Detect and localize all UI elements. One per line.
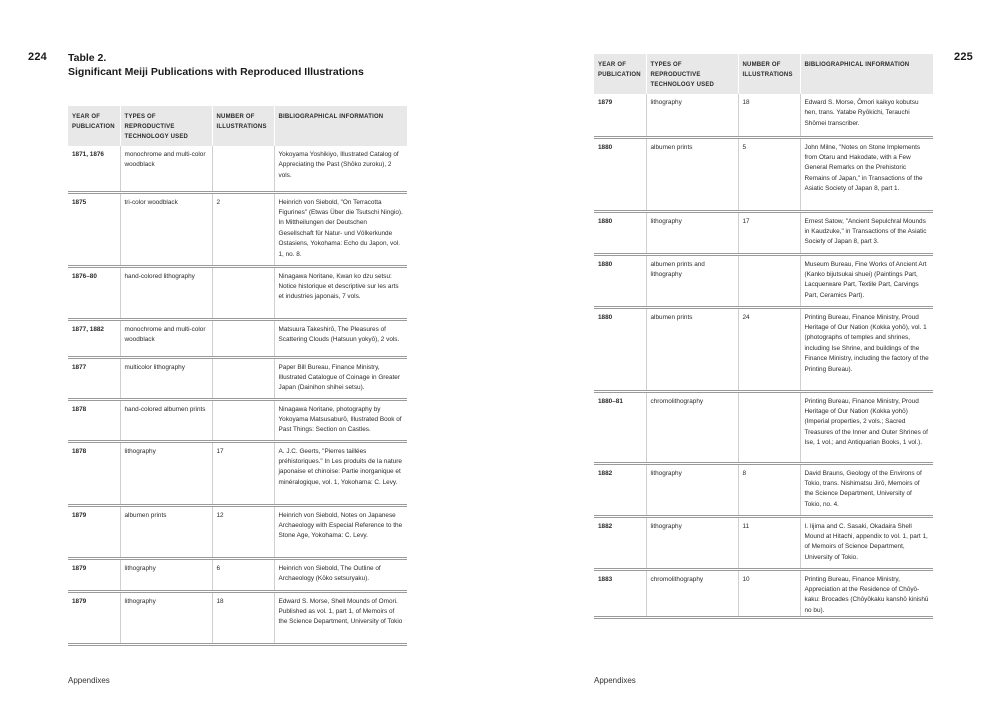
cell-year: 1882 bbox=[594, 463, 646, 516]
cell-technology: lithography bbox=[646, 94, 738, 137]
cell-year: 1882 bbox=[594, 516, 646, 569]
table-row bbox=[68, 558, 407, 591]
cell-technology: lithography bbox=[120, 591, 212, 644]
table-row bbox=[68, 591, 407, 644]
table-row bbox=[68, 146, 407, 192]
cell-bibliography: Heinrich von Siebold, "On Terracotta Figurines" (Etwas Über die Tsutschi Ningio). In Mittheilungen der Deutschen Gesellschaft für Natur- und Völkerkunde Ostasiens, Yokohama: Echo du Japon, vol. 1, no. 8. bbox=[278, 198, 403, 258]
cell-illustrations: 8 bbox=[738, 463, 800, 516]
table-row bbox=[594, 569, 933, 618]
table-row bbox=[594, 94, 933, 137]
cell-bibliography: Ernest Satow, "Ancient Sepulchral Mounds in Kaudzuke," in Transactions of the Asiatic Society of Japan 8, part 3. bbox=[804, 217, 927, 246]
cell-technology: lithography bbox=[120, 558, 212, 591]
cell-year: 1880 bbox=[594, 254, 646, 307]
header-illustrations: NUMBER OF ILLUSTRATIONS bbox=[738, 54, 800, 94]
cell-technology: albumen prints and lithography bbox=[646, 254, 738, 307]
table-row bbox=[68, 505, 407, 558]
header-bibliography: BIBLIOGRAPHICAL INFORMATION bbox=[800, 54, 933, 94]
cell-technology: lithography bbox=[646, 211, 738, 254]
table-row bbox=[68, 266, 407, 319]
header-illustrations: NUMBER OF ILLUSTRATIONS bbox=[212, 106, 274, 146]
cell-bibliography: Ninagawa Noritane, Kwan ko dzu setsu: Notice historique et descriptive sur les arts et industries japonais, 7 vols. bbox=[278, 272, 399, 301]
cell-bibliography: Heinrich von Siebold, Notes on Japanese Archaeology with Especial Reference to the Stone Age, Yokohama: C. Levy. bbox=[278, 511, 403, 540]
cell-bibliography: Edward S. Morse, Ōmori kaikyo kobutsu hen, trans. Yatabe Ryōkichi, Terauchi Shōmei transcriber. bbox=[804, 99, 919, 127]
cell-illustrations: 18 bbox=[212, 591, 274, 644]
footer-right: Appendixes bbox=[594, 676, 636, 685]
cell-illustrations: 24 bbox=[738, 307, 800, 391]
cell-illustrations bbox=[738, 254, 800, 307]
cell-technology: albumen prints bbox=[646, 137, 738, 211]
cell-technology: albumen prints bbox=[120, 505, 212, 558]
table-row bbox=[68, 192, 407, 266]
table-header-right bbox=[594, 54, 933, 94]
cell-year: 1880–81 bbox=[594, 391, 646, 463]
cell-technology: lithography bbox=[120, 441, 212, 505]
cell-technology: chromolithography bbox=[646, 391, 738, 463]
table-header-left bbox=[68, 106, 407, 146]
cell-illustrations: 2 bbox=[212, 192, 274, 266]
cell-bibliography: John Milne, "Notes on Stone Implements from Otaru and Hakodate, with a Few General Remarks on the Prehistoric Remains of Japan," in Transactions of the Asiatic Society of Japan 8, part 1. bbox=[804, 143, 923, 193]
table-heading bbox=[68, 51, 364, 79]
table-body-left bbox=[68, 146, 407, 644]
cell-bibliography: Printing Bureau, Finance Ministry, Appreciation at the Residence of Chōyō-kaku: Brocades (Chōyōkaku kanshō kinishū no bu). bbox=[804, 575, 929, 614]
right-page bbox=[500, 0, 1000, 714]
cell-illustrations bbox=[212, 266, 274, 319]
table-row bbox=[594, 463, 933, 516]
cell-illustrations: 18 bbox=[738, 94, 800, 137]
cell-illustrations bbox=[212, 146, 274, 192]
publications-table-right bbox=[594, 54, 933, 619]
cell-technology: lithography bbox=[646, 516, 738, 569]
table-title: Significant Meiji Publications with Reproduced Illustrations bbox=[68, 66, 364, 78]
cell-illustrations bbox=[212, 319, 274, 357]
header-technology: TYPES OF REPRODUCTIVE TECHNOLOGY USED bbox=[646, 54, 738, 94]
table-row bbox=[594, 211, 933, 254]
cell-technology: monochrome and multi-color woodblack bbox=[120, 146, 212, 192]
cell-technology: albumen prints bbox=[646, 307, 738, 391]
cell-year: 1880 bbox=[594, 307, 646, 391]
cell-bibliography: I. Iijima and C. Sasaki, Okadaira Shell Mound at Hitachi, appendix to vol. 1, part 1, of Memoirs of Science Department, University of Tokio. bbox=[804, 522, 928, 561]
cell-year: 1880 bbox=[594, 137, 646, 211]
cell-illustrations: 5 bbox=[738, 137, 800, 211]
table-row bbox=[594, 307, 933, 391]
table-row bbox=[68, 399, 407, 441]
header-year: YEAR OF PUBLICATION bbox=[594, 54, 646, 94]
cell-illustrations bbox=[212, 357, 274, 399]
table-row bbox=[594, 254, 933, 307]
cell-bibliography: Edward S. Morse, Shell Mounds of Omori. Published as vol. 1, part 1, of Memoirs of the Science Department, University of Tokio bbox=[278, 597, 403, 626]
cell-year: 1879 bbox=[68, 558, 120, 591]
header-bibliography: BIBLIOGRAPHICAL INFORMATION bbox=[274, 106, 407, 146]
cell-illustrations: 6 bbox=[212, 558, 274, 591]
publications-table-left bbox=[68, 106, 407, 646]
cell-bibliography: Paper Bill Bureau, Finance Ministry, Illustrated Catalogue of Coinage in Greater Japan (Dainihon shihei setsu). bbox=[278, 363, 400, 392]
cell-year: 1879 bbox=[594, 94, 646, 137]
cell-year: 1880 bbox=[594, 211, 646, 254]
cell-year: 1878 bbox=[68, 399, 120, 441]
cell-technology: hand-colored lithography bbox=[120, 266, 212, 319]
cell-bibliography: Ninagawa Noritane, photography by Yokoyama Matsusaburō, Illustrated Book of Past Things: Section on Castles. bbox=[278, 405, 402, 434]
cell-year: 1871, 1876 bbox=[68, 146, 120, 192]
header-year: YEAR OF PUBLICATION bbox=[68, 106, 120, 146]
cell-year: 1883 bbox=[594, 569, 646, 618]
cell-bibliography: Yokoyama Yoshikiyo, Illustrated Catalog of Appreciating the Past (Shōko zuroku), 2 vols. bbox=[278, 151, 399, 179]
table-row bbox=[68, 441, 407, 505]
cell-illustrations: 11 bbox=[738, 516, 800, 569]
cell-technology: multicolor lithography bbox=[120, 357, 212, 399]
table-row bbox=[594, 516, 933, 569]
cell-year: 1878 bbox=[68, 441, 120, 505]
header-technology: TYPES OF REPRODUCTIVE TECHNOLOGY USED bbox=[120, 106, 212, 146]
cell-year: 1877 bbox=[68, 357, 120, 399]
cell-illustrations: 12 bbox=[212, 505, 274, 558]
cell-technology: monochrome and multi-color woodblack bbox=[120, 319, 212, 357]
cell-year: 1875 bbox=[68, 192, 120, 266]
footer-left: Appendixes bbox=[68, 676, 110, 685]
cell-technology: lithography bbox=[646, 463, 738, 516]
cell-bibliography: Matsuura Takeshirō, The Pleasures of Scattering Clouds (Hatsuun yokyō), 2 vols. bbox=[278, 325, 400, 343]
cell-bibliography: Museum Bureau, Fine Works of Ancient Art (Kanko bijutsukai shuei) (Paintings Part, Lacquerware Part, Textile Part, Carvings Part, Ceramics Part). bbox=[804, 260, 927, 299]
cell-year: 1877, 1882 bbox=[68, 319, 120, 357]
cell-illustrations: 10 bbox=[738, 569, 800, 618]
cell-illustrations bbox=[212, 399, 274, 441]
cell-technology: chromolithography bbox=[646, 569, 738, 618]
table-row bbox=[594, 137, 933, 211]
cell-year: 1879 bbox=[68, 591, 120, 644]
page-number-left: 224 bbox=[28, 51, 47, 63]
cell-year: 1876–80 bbox=[68, 266, 120, 319]
cell-bibliography: David Brauns, Geology of the Environs of Tokio, trans. Nishimatsu Jirō, Memoirs of the Science Department, University of Tokio, no. 4. bbox=[804, 469, 922, 508]
cell-technology: hand-colored albumen prints bbox=[120, 399, 212, 441]
cell-illustrations bbox=[738, 391, 800, 463]
cell-illustrations: 17 bbox=[212, 441, 274, 505]
cell-bibliography: Printing Bureau, Finance Ministry, Proud Heritage of Our Nation (Kokka yohō) (Imperial properties, 2 vols.; Sacred Treasures of the Inner and Outer Shrines of Ise, 1 vol.; and Antiquarian Books, 1 vol.). bbox=[804, 397, 928, 447]
table-row bbox=[68, 357, 407, 399]
table-row bbox=[68, 319, 407, 357]
cell-technology: tri-color woodblack bbox=[120, 192, 212, 266]
cell-bibliography: Heinrich von Siebold, The Outline of Archaeology (Kōko setsuryaku). bbox=[278, 564, 381, 582]
table-row bbox=[594, 391, 933, 463]
cell-year: 1879 bbox=[68, 505, 120, 558]
page-number-right: 225 bbox=[954, 51, 973, 63]
cell-bibliography: A. J.C. Geerts, "Pierres taillées préhistoriques." In Les produits de la nature japonaise et chinoise: Partie inorganique et minéralogique, vol. 1, Yokohama: C. Levy. bbox=[278, 447, 402, 486]
table-body-right bbox=[594, 94, 933, 618]
cell-illustrations: 17 bbox=[738, 211, 800, 254]
table-label: Table 2. bbox=[68, 52, 107, 64]
cell-bibliography: Printing Bureau, Finance Ministry, Proud Heritage of Our Nation (Kokka yohō), vol. 1 (photographs of temples and shrines, including Ise Shrine, and buildings of the Finance Ministry, including the factory of the Printing Bureau). bbox=[804, 313, 929, 373]
